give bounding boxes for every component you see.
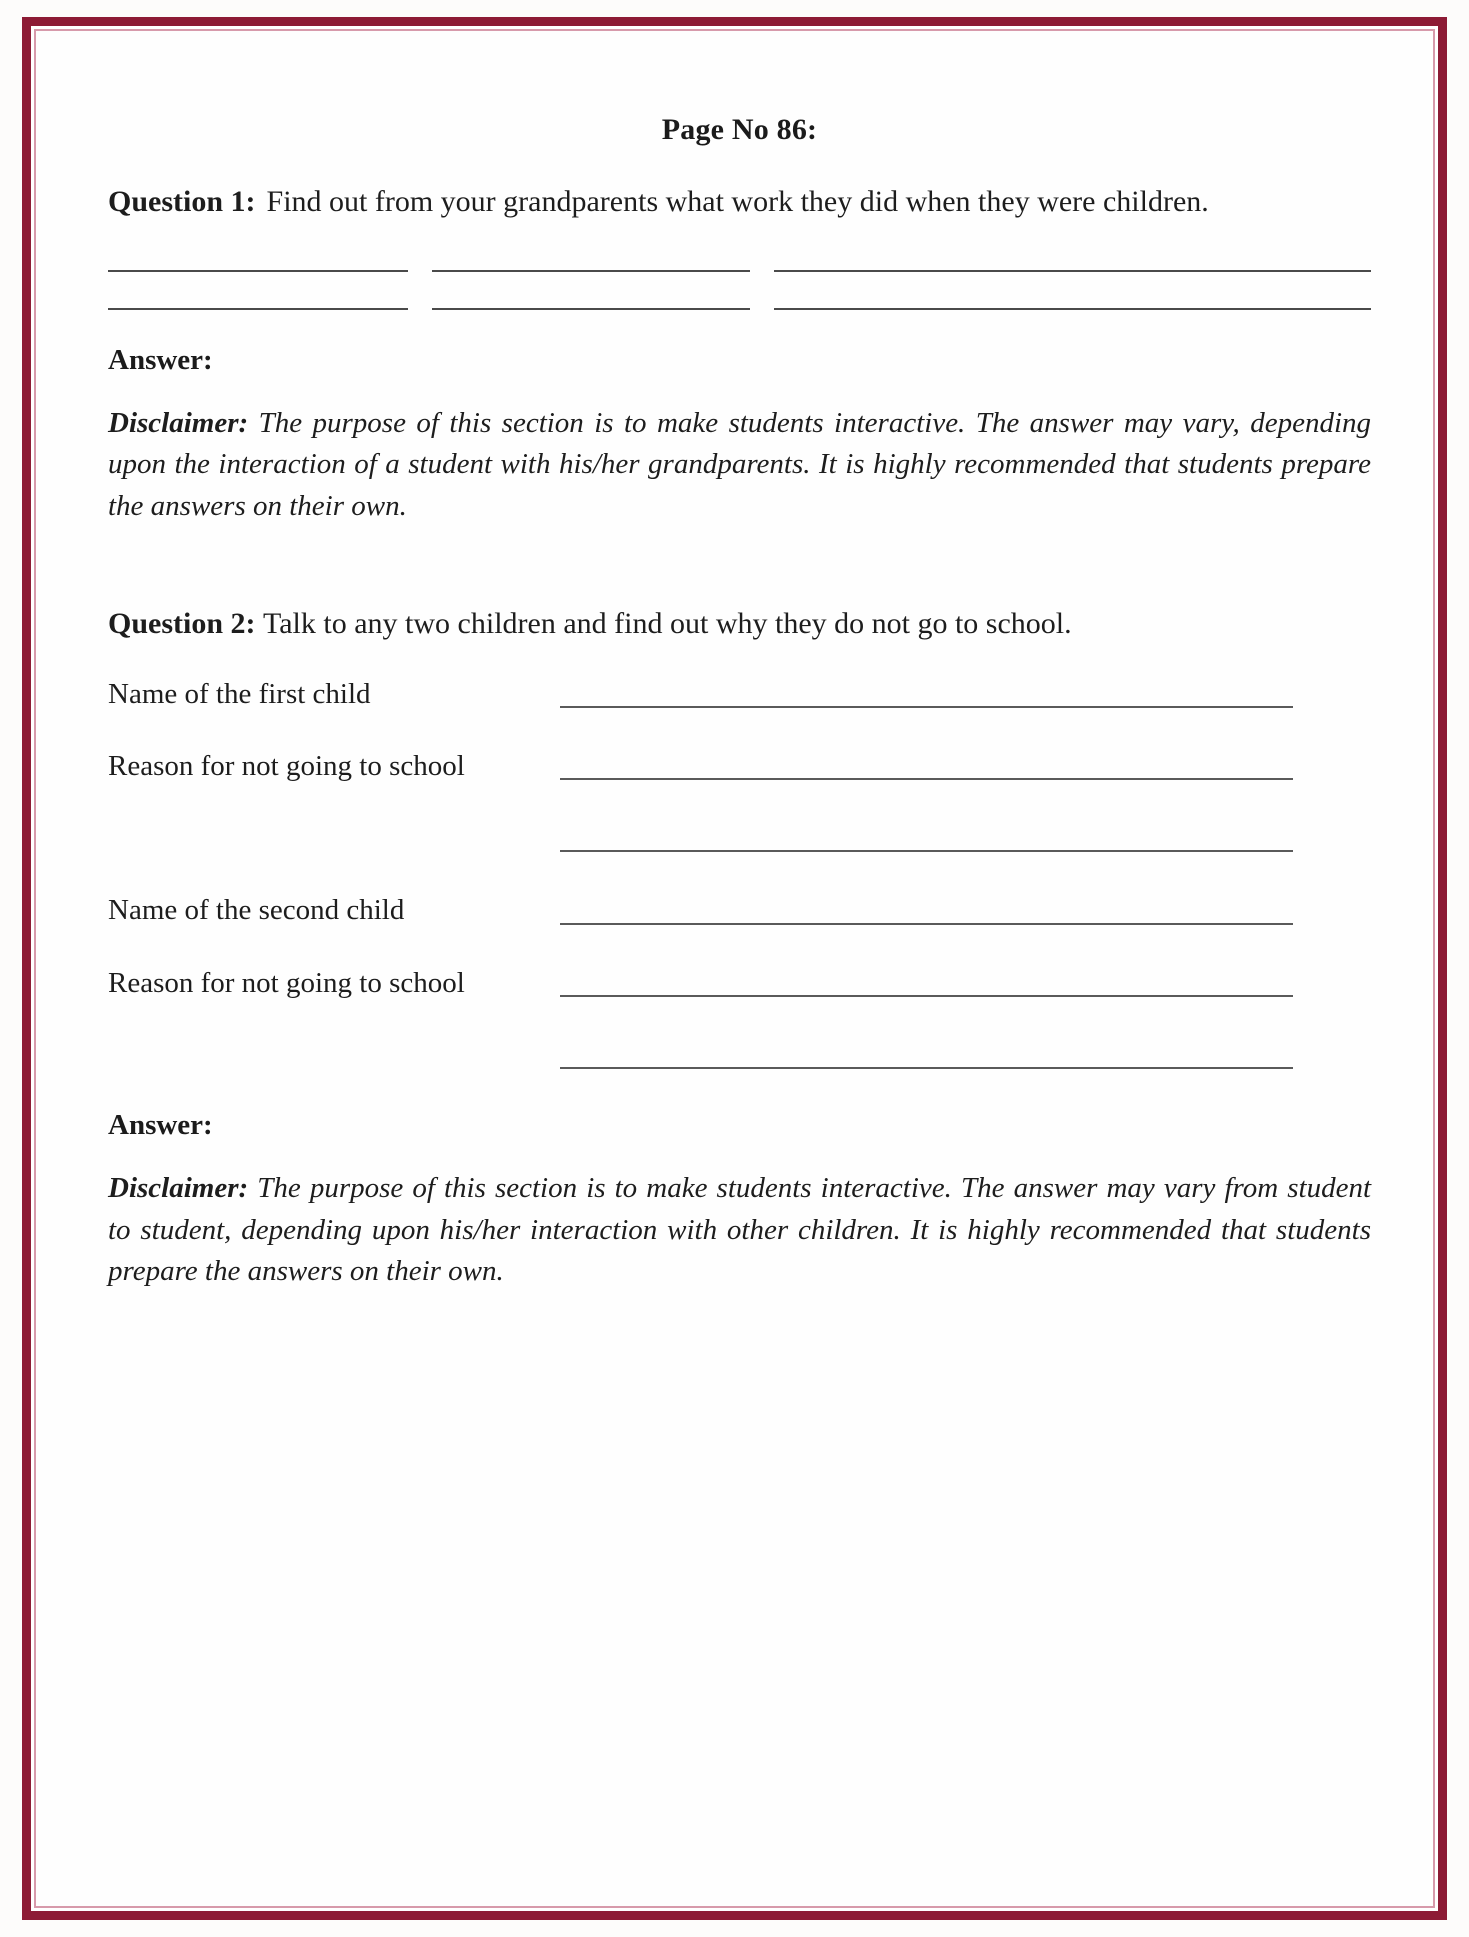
form-row-second-child-reason [108,965,1371,1003]
question-2-answer-heading: Answer: [108,1109,213,1142]
disclaimer-text: The purpose of this section is to make students interactive. The answer may vary from student to student, depending upon his/her interaction with other children. It is highly recommended that students prepare the answers on their own. [108,1172,1372,1288]
blank-line[interactable] [432,308,750,310]
question-2-block [108,603,1371,1293]
form-row-second-child-reason-continuation [108,1037,1371,1075]
form-row-first-child-name [108,676,1371,714]
question-1-answer-heading: Answer: [108,343,213,376]
question-2-label: Question 2: [108,607,256,640]
form-label: Name of the first child [108,677,371,710]
question-1-disclaimer [108,403,1371,527]
form-label: Reason for not going to school [108,749,465,782]
form-answer-line[interactable] [560,995,1293,997]
disclaimer-label: Disclaimer: [108,406,249,439]
blank-line-column-1 [108,270,408,310]
form-answer-line[interactable] [560,778,1293,780]
question-2-text: Talk to any two children and find out why they do not go to school. [263,607,1072,640]
blank-line[interactable] [108,270,408,272]
question-2-form [108,676,1371,1076]
page-border-inner [34,29,1435,1908]
form-row-second-child-name [108,892,1371,930]
form-answer-line-continuation[interactable] [560,1067,1293,1069]
question-2-disclaimer [108,1168,1371,1292]
blank-line-column-2 [432,270,750,310]
form-answer-line[interactable] [560,923,1293,925]
question-2 [108,603,1371,646]
question-1-text: Find out from your grandparents what work they did when they were children. [266,185,1209,218]
form-label: Name of the second child [108,894,405,927]
blank-line-column-3 [774,270,1371,310]
form-answer-line-continuation[interactable] [560,850,1293,852]
disclaimer-label: Disclaimer: [108,1172,249,1205]
page-title: Page No 86: [661,113,818,146]
question-1-blank-lines [108,270,1371,310]
blank-line[interactable] [108,308,408,310]
page-border-outer [22,17,1447,1920]
form-row-first-child-reason-continuation [108,820,1371,858]
disclaimer-text: The purpose of this section is to make students interactive. The answer may vary, depending upon the interaction of a student with his/her grandparents. It is highly recommended that students prepare the answers on their own. [108,406,1371,522]
form-answer-line[interactable] [560,706,1293,708]
blank-line[interactable] [774,308,1371,310]
question-1 [108,181,1371,224]
form-label: Reason for not going to school [108,966,465,999]
blank-line[interactable] [432,270,750,272]
question-1-label: Question 1: [108,185,256,218]
form-row-first-child-reason [108,748,1371,786]
page-sheet [36,31,1433,1906]
blank-line[interactable] [774,270,1371,272]
document-content [108,113,1371,1293]
